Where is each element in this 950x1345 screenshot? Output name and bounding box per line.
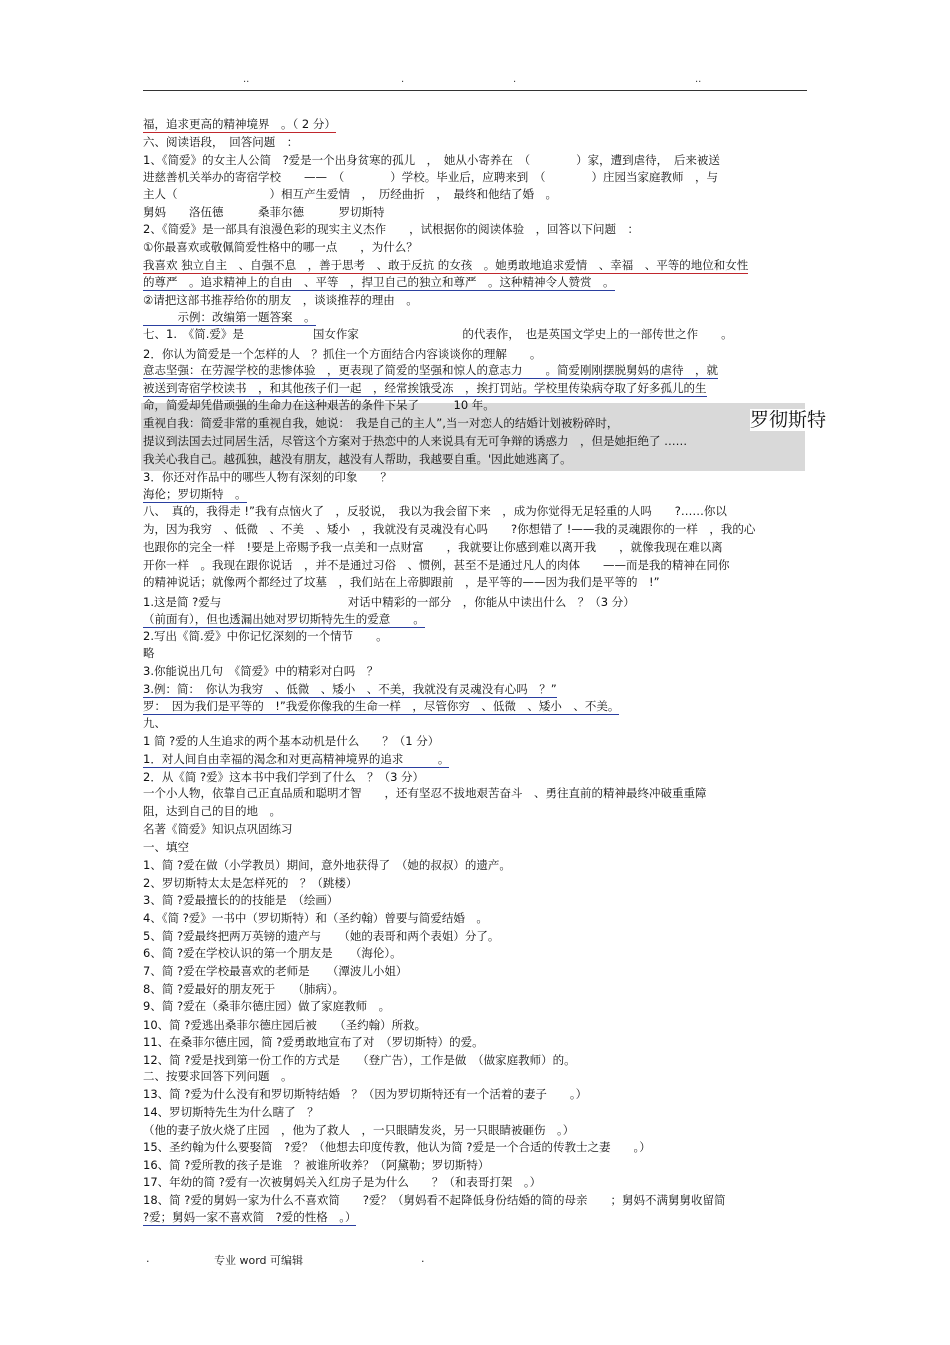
text-line bbox=[143, 893, 338, 908]
text-line-content: 名著《简爱》知识点巩固练习 bbox=[143, 822, 293, 836]
text-line bbox=[143, 347, 541, 362]
text-line bbox=[143, 595, 635, 610]
text-line-content: 的精神说话；就像两个都经过了坟墓 ，我们站在上帝脚跟前 ，是平等的——因为我们是平等的 !” bbox=[143, 575, 660, 589]
text-line bbox=[143, 1105, 319, 1120]
text-line-content: 6、简 ?爱在学校认识的第一个朋友是 （海伦）。 bbox=[143, 946, 402, 960]
text-line bbox=[143, 1140, 651, 1155]
text-line-content: 进慈善机关举办的寄宿学校 —— （ ）学校。毕业后，应聘来到 （ ）庄园当家庭教师 ，与 bbox=[143, 170, 718, 184]
text-line bbox=[143, 1193, 726, 1208]
text-line-content: 12、简 ?爱是找到第一份工作的方式是 （登广告），工作是做 （做家庭教师）的。 bbox=[143, 1053, 576, 1067]
text-line-content: 1、简 ?爱在做（小学教员）期间，意外地获得了 （她的叔叔）的遗产。 bbox=[143, 858, 511, 872]
text-line bbox=[143, 575, 660, 590]
text-line bbox=[143, 416, 618, 431]
text-line-content: 七、1. 《简.爱》是 国女作家 的代表作， 也是英国文学史上的一部传世之作 。 bbox=[143, 327, 733, 341]
text-line bbox=[143, 911, 488, 926]
text-line-content: 9、简 ?爱在（桑菲尔德庄园）做了家庭教师 。 bbox=[143, 999, 391, 1013]
text-line bbox=[143, 964, 407, 979]
footer-dot-right: . bbox=[421, 1252, 425, 1265]
text-line-content: 意志坚强：在劳渥学校的悲惨体验 ，更表现了简爱的坚强和惊人的意志力 。简爱刚刚摆脱舅妈的虐待 ，就 bbox=[143, 363, 718, 377]
text-line-content: 5、简 ?爱最终把两万英镑的遗产与 （她的表哥和两个表姐）分了。 bbox=[143, 929, 500, 943]
text-line bbox=[143, 540, 723, 555]
text-line bbox=[143, 187, 557, 202]
text-line bbox=[143, 327, 733, 342]
text-line bbox=[143, 1175, 541, 1190]
text-line-content: 的尊严 。追求精神上的自由 、平等 ，捍卫自己的独立和尊严 。这种精神令人赞赏 。 bbox=[143, 275, 615, 289]
text-line-content: 8、简 ?爱最好的朋友死于 （肺病）。 bbox=[143, 982, 345, 996]
header-mark: .. bbox=[243, 74, 250, 85]
text-line bbox=[143, 1035, 484, 1050]
text-line bbox=[143, 734, 439, 749]
text-line-content: 1.这是简 ?爱与 对话中精彩的一部分 ，你能从中读出什么 ？（3 分） bbox=[143, 595, 635, 609]
text-line bbox=[143, 434, 687, 449]
text-line-content: 为，因为我穷 、低微 、不美 、矮小 ，我就没有灵魂没有心吗 ?你想错了 !——我的灵魂跟你的一样 ，我的心 bbox=[143, 522, 756, 536]
text-line-content: 17、年幼的简 ?爱有一次被舅妈关入红房子是为什么 ？（和表哥打架 。） bbox=[143, 1175, 542, 1189]
text-line bbox=[143, 1087, 587, 1102]
text-line bbox=[143, 1210, 356, 1225]
text-line bbox=[143, 487, 247, 502]
text-line-content: 2．你认为简爱是一个怎样的人 ？抓住一个方面结合内容谈谈你的理解 。 bbox=[143, 347, 542, 361]
text-line-content: 示例：改编第一题答案 。 bbox=[143, 310, 316, 324]
text-line bbox=[143, 504, 727, 519]
text-line bbox=[143, 876, 357, 891]
text-line bbox=[143, 999, 390, 1014]
text-line-content: 3、简 ?爱最擅长的的技能是 （绘画） bbox=[143, 893, 339, 907]
text-line-content: ①你最喜欢或敬佩简爱性格中的哪一点 ，为什么？ bbox=[143, 240, 418, 254]
text-line bbox=[143, 381, 707, 396]
text-line-content: 13、简 ?爱为什么没有和罗切斯特结婚 ？（因为罗切斯特还有一个活着的妻子 。） bbox=[143, 1087, 588, 1101]
text-line-content: 1．对人间自由幸福的渴念和对更高精神境界的追求 。 bbox=[143, 752, 450, 766]
text-line bbox=[143, 699, 619, 714]
text-line bbox=[143, 240, 418, 255]
text-line bbox=[143, 612, 425, 627]
text-line bbox=[143, 1123, 574, 1138]
text-line-content: 1、《简爱》的女主人公简 ?爱是一个出身贫寒的孤儿 ， 她从小寄养在 （ ）家，遭到虐待， 后来被送 bbox=[143, 153, 720, 167]
text-line-content: 福，追求更高的精神境界 。（ 2 分） bbox=[143, 117, 336, 131]
text-line-content: 一个小人物，依靠自己正直品质和聪明才智 ，还有坚忍不拔地艰苦奋斗 、勇往直前的精神最终冲破重重障 bbox=[143, 786, 707, 800]
text-line bbox=[143, 946, 402, 961]
text-line bbox=[143, 682, 557, 697]
text-line-content: 阻，达到自己的目的地 。 bbox=[143, 804, 281, 818]
header-mark: . bbox=[401, 74, 405, 85]
text-line-content: 开你一样 。我现在跟你说话 ，并不是通过习俗 、惯例，甚至不是通过凡人的肉体 ——而是我的精神在同你 bbox=[143, 558, 730, 572]
text-line-content: 重视自我：简爱非常的重视自我，她说： 我是自己的主人”,当一对恋人的结婚计划被粉碎时， bbox=[143, 416, 619, 430]
text-line bbox=[143, 840, 189, 855]
text-line bbox=[143, 804, 281, 819]
text-line-content: 略 bbox=[143, 646, 155, 660]
text-line bbox=[143, 1158, 489, 1173]
text-line-content: 被送到寄宿学校读书 ，和其他孩子们一起 ，经常挨饿受冻 ，挨打罚站。学校里传染病夺取了好多孤儿的生 bbox=[143, 381, 707, 395]
text-line-content: （前面有），但也透漏出她对罗切斯特先生的爱意 。 bbox=[143, 612, 425, 626]
text-line bbox=[143, 135, 298, 150]
text-line bbox=[143, 363, 718, 378]
text-line bbox=[143, 929, 499, 944]
header-mark: .. bbox=[695, 74, 702, 85]
text-line-content: 二、按要求回答下列问题 。 bbox=[143, 1069, 293, 1083]
text-line-content: 海伦；罗切斯特 。 bbox=[143, 487, 247, 501]
text-line bbox=[143, 1053, 576, 1068]
text-line-content: 九、 bbox=[143, 716, 166, 730]
text-line bbox=[143, 629, 388, 644]
text-line bbox=[143, 452, 572, 467]
text-line bbox=[143, 205, 385, 220]
text-line-content: 7、简 ?爱在学校最喜欢的老师是 （潭波儿小姐） bbox=[143, 964, 408, 978]
text-line-content: 舅妈 洛伍德 桑菲尔德 罗切斯特 bbox=[143, 205, 385, 219]
text-line bbox=[143, 752, 449, 767]
text-line bbox=[143, 310, 316, 325]
text-line-content: 命，简爱却凭借顽强的生命力在这种艰苦的条件下呆了 10 年。 bbox=[143, 398, 495, 412]
text-line bbox=[143, 117, 336, 132]
text-line bbox=[143, 786, 707, 801]
text-line-content: 4、《简 ?爱》一书中（罗切斯特）和（圣约翰）曾要与简爱结婚 。 bbox=[143, 911, 488, 925]
text-line bbox=[143, 558, 730, 573]
text-line bbox=[143, 1069, 293, 1084]
text-line-content: 15、圣约翰为什么要娶简 ?爱？（他想去印度传教，他认为简 ?爱是一个合适的传教士之妻 。） bbox=[143, 1140, 651, 1154]
text-line bbox=[143, 1018, 426, 1033]
text-line bbox=[143, 716, 166, 731]
text-line-content: 提议到法国去过同居生活，尽管这个方案对于热恋中的人来说具有无可争辩的诱惑力 ，但是她拒绝了 …… bbox=[143, 434, 688, 448]
text-line bbox=[143, 222, 639, 237]
header-mark: . bbox=[513, 74, 517, 85]
text-line bbox=[143, 646, 155, 661]
text-line-content: ?爱；舅妈一家不喜欢简 ?爱的性格 。） bbox=[143, 1210, 357, 1224]
text-line bbox=[143, 170, 718, 185]
text-line-content: 我关心我自己。越孤独，越没有朋友，越没有人帮助，我越要自重。'因此她逃离了。 bbox=[143, 452, 572, 466]
text-line-content: 1 简 ?爱的人生追求的两个基本动机是什么 ？（1 分） bbox=[143, 734, 440, 748]
text-line-content: （他的妻子放火烧了庄园 ，他为了救人 ，一只眼睛发炎，另一只眼睛被砸伤 。） bbox=[143, 1123, 575, 1137]
text-line bbox=[143, 275, 615, 290]
text-line-content: 六、阅读语段， 回答问题 ： bbox=[143, 135, 299, 149]
text-line bbox=[143, 770, 424, 785]
text-line bbox=[143, 470, 392, 485]
text-line-content: ②请把这部书推荐给你的朋友 ，谈谈推荐的理由 。 bbox=[143, 293, 418, 307]
text-line-content: 八、 真的，我得走 !”我有点恼火了 ，反驳说， 我以为我会留下来 ，成为你觉得无足轻重的人吗 ?……你以 bbox=[143, 504, 727, 518]
text-line-content: 一、填空 bbox=[143, 840, 189, 854]
text-line-content: 10、简 ?爱逃出桑菲尔德庄园后被 （圣约翰）所救。 bbox=[143, 1018, 427, 1032]
text-line-content: 2．从《简 ?爱》这本书中我们学到了什么 ？（3 分） bbox=[143, 770, 425, 784]
footer-dot-left: . bbox=[146, 1252, 150, 1265]
text-line bbox=[143, 153, 720, 168]
text-line-content: 2.写出《简.爱》中你记忆深刻的一个情节 。 bbox=[143, 629, 388, 643]
overlay-text: 罗彻斯特 bbox=[750, 409, 827, 431]
text-line bbox=[143, 258, 748, 273]
text-line-content: 也跟你的完全一样 !要是上帝赐予我一点美和一点财富 ，我就要让你感到难以离开我 ，就像我现在难以离 bbox=[143, 540, 723, 554]
footer-text: 专业 word 可编辑 bbox=[214, 1254, 304, 1267]
text-line-content: 3.例：简： 你认为我穷 、低微 、矮小 、不美，我就没有灵魂没有心吗 ？” bbox=[143, 682, 557, 696]
text-line bbox=[143, 398, 495, 413]
text-line-content: 3．你还对作品中的哪些人物有深刻的印象 ？ bbox=[143, 470, 392, 484]
text-line-content: 2、《简爱》是一部具有浪漫色彩的现实主义杰作 ，试根据你的阅读体验 ，回答以下问题 ： bbox=[143, 222, 640, 236]
text-line-content: 14、罗切斯特先生为什么瞎了 ？ bbox=[143, 1105, 319, 1119]
text-line-content: 主人（ ）相互产生爱情 ， 历经曲折 ， 最终和他结了婚 。 bbox=[143, 187, 557, 201]
text-line bbox=[143, 858, 511, 873]
text-line-content: 11、在桑菲尔德庄园，简 ?爱勇敢地宣布了对 （罗切斯特）的爱。 bbox=[143, 1035, 484, 1049]
page-header bbox=[143, 74, 807, 91]
text-line bbox=[143, 522, 755, 537]
text-line-content: 16、简 ?爱所教的孩子是谁 ？被谁所收养？（阿黛勒；罗切斯特） bbox=[143, 1158, 490, 1172]
text-line-content: 2、罗切斯特太太是怎样死的 ？（跳楼） bbox=[143, 876, 358, 890]
text-line bbox=[143, 293, 418, 308]
text-line bbox=[143, 664, 378, 679]
text-line-content: 3.你能说出几句 《简爱》中的精彩对白吗 ？ bbox=[143, 664, 379, 678]
text-line bbox=[143, 822, 293, 837]
text-line bbox=[143, 982, 344, 997]
text-line-content: 18、简 ?爱的舅妈一家为什么不喜欢简 ?爱？（舅妈看不起降低身份结婚的简的母亲 ；舅妈不满舅舅收留简 bbox=[143, 1193, 726, 1207]
text-line-content: 罗： 因为我们是平等的 !”我爱你像我的生命一样 ，尽管你穷 、低微 、矮小 、不美。 bbox=[143, 699, 620, 713]
text-line-content: 我喜欢 独立自主 、自强不息 ，善于思考 、敢于反抗 的女孩 。她勇敢地追求爱情 、幸福 、平等的地位和女性 bbox=[143, 258, 749, 272]
